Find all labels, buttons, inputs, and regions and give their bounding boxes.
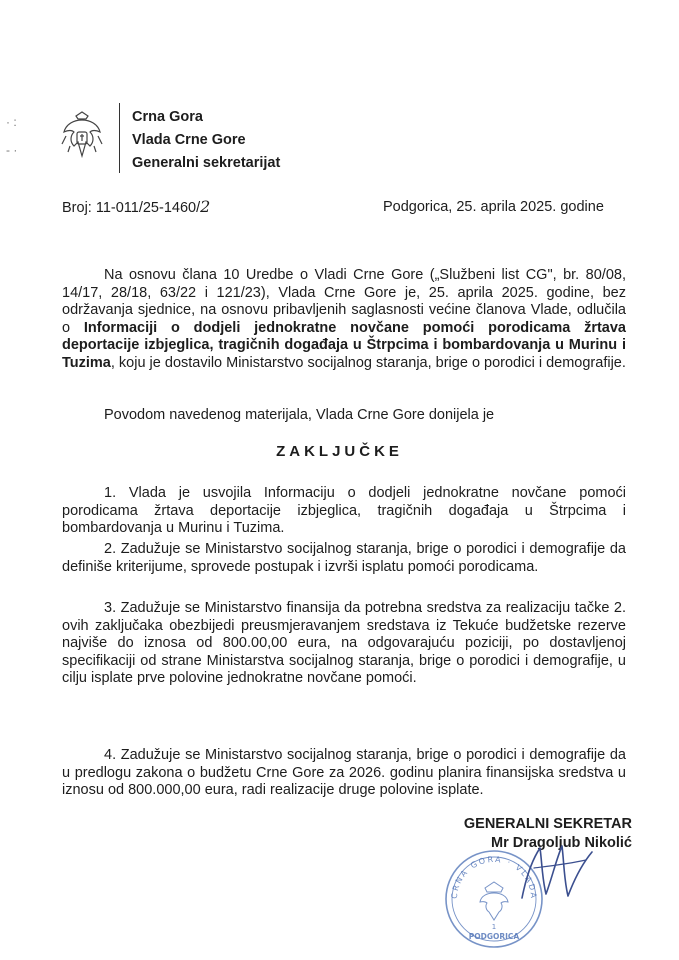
intro-text-end: , koju je dostavilo Ministarstvo socijalnog staranja, brige o porodici i demografije. [110, 354, 626, 371]
reference-number-text: Broj: 11-011/25-1460/ [62, 200, 201, 216]
conclusion-3: 3. Zadužuje se Ministarstvo finansija da potrebna sredstva za realizaciju tačke 2. ovih zaključaka obezbijedi preusmjeravanjem sredstava iz Tekuće budžetske rezerve najviše do iznosa od 800.00,00 eura, na odgovarajuću poziciji, po dostavljenoj specifikaciji od strane Ministarstva socijalnog staranja, brige o porodici i demografije, u cilju isplate prve polovine jednokratne novčane pomoći. [62, 600, 626, 686]
conclusion-2: 2. Zadužuje se Ministarstvo socijalnog staranja, brige o porodici i demografije da definiše kriterijume, sprovede postupak i izvrši isplatu pomoći porodicama. [62, 541, 626, 575]
conclusion-1: 1. Vlada je usvojila Informaciju o dodjeli jednokratne novčane pomoći porodicama žrtava deportacije izbjeglica, tragičnih događaja u Štrpcima i bombardovanja u Murinu i Tuzima. [62, 485, 626, 536]
signatory-name: Mr Dragoljub Nikolić [491, 835, 632, 851]
montenegro-coat-of-arms-icon [60, 110, 104, 162]
reference-number [62, 197, 210, 216]
country-name: Crna Gora [132, 109, 203, 125]
place-and-date: Podgorica, 25. aprila 2025. godine [383, 199, 604, 215]
reference-handwritten-suffix: 2 [200, 197, 211, 216]
conclusion-4: 4. Zadužuje se Ministarstvo socijalnog staranja, brige o porodici i demografije da u predlogu zakona o budžetu Crne Gore za 2026. godinu planira finansijska sredstva u iznosu od 800.000,00 eura, radi realizacije druge polovine isplate. [62, 747, 626, 798]
stamp-top-text: CRNA GORA · VLADA [449, 854, 539, 901]
intro-text-start: Na osnovu člana 10 Uredbe o Vladi Crne Gore („Službeni list CG", br. 80/08, 14/17, 28/18, 63/22 i 121/23), Vlada Crne Gore je, 25. aprila 2025. godine, bez održavanja sjednice, na osnovu pribavljenih saglasnosti većine članova Vlade, odlučila o [62, 267, 626, 336]
stamp-number: 1 [491, 923, 497, 931]
handwritten-signature-icon [512, 838, 602, 908]
intro-paragraph [62, 267, 626, 372]
letterhead [132, 106, 280, 175]
intro-paragraph-2: Povodom navedenog materijala, Vlada Crne Gore donijela je [104, 407, 495, 423]
department-name: Generalni sekretarijat [132, 155, 281, 171]
government-name: Vlada Crne Gore [132, 132, 246, 148]
margin-marks: · : - · [6, 115, 18, 157]
document-title: ZAKLJUČKE [276, 443, 403, 460]
stamp-bottom-text: PODGORICA [468, 932, 520, 941]
intro-text-bold: Informaciji o dodjeli jednokratne novčane pomoći porodicama žrtava deportacije izbjeglica, tragičnih događaja u Štrpcima i bombardovanja u Murinu i Tuzima [62, 319, 626, 371]
header-divider [119, 103, 120, 173]
signatory-role: GENERALNI SEKRETAR [463, 816, 632, 832]
